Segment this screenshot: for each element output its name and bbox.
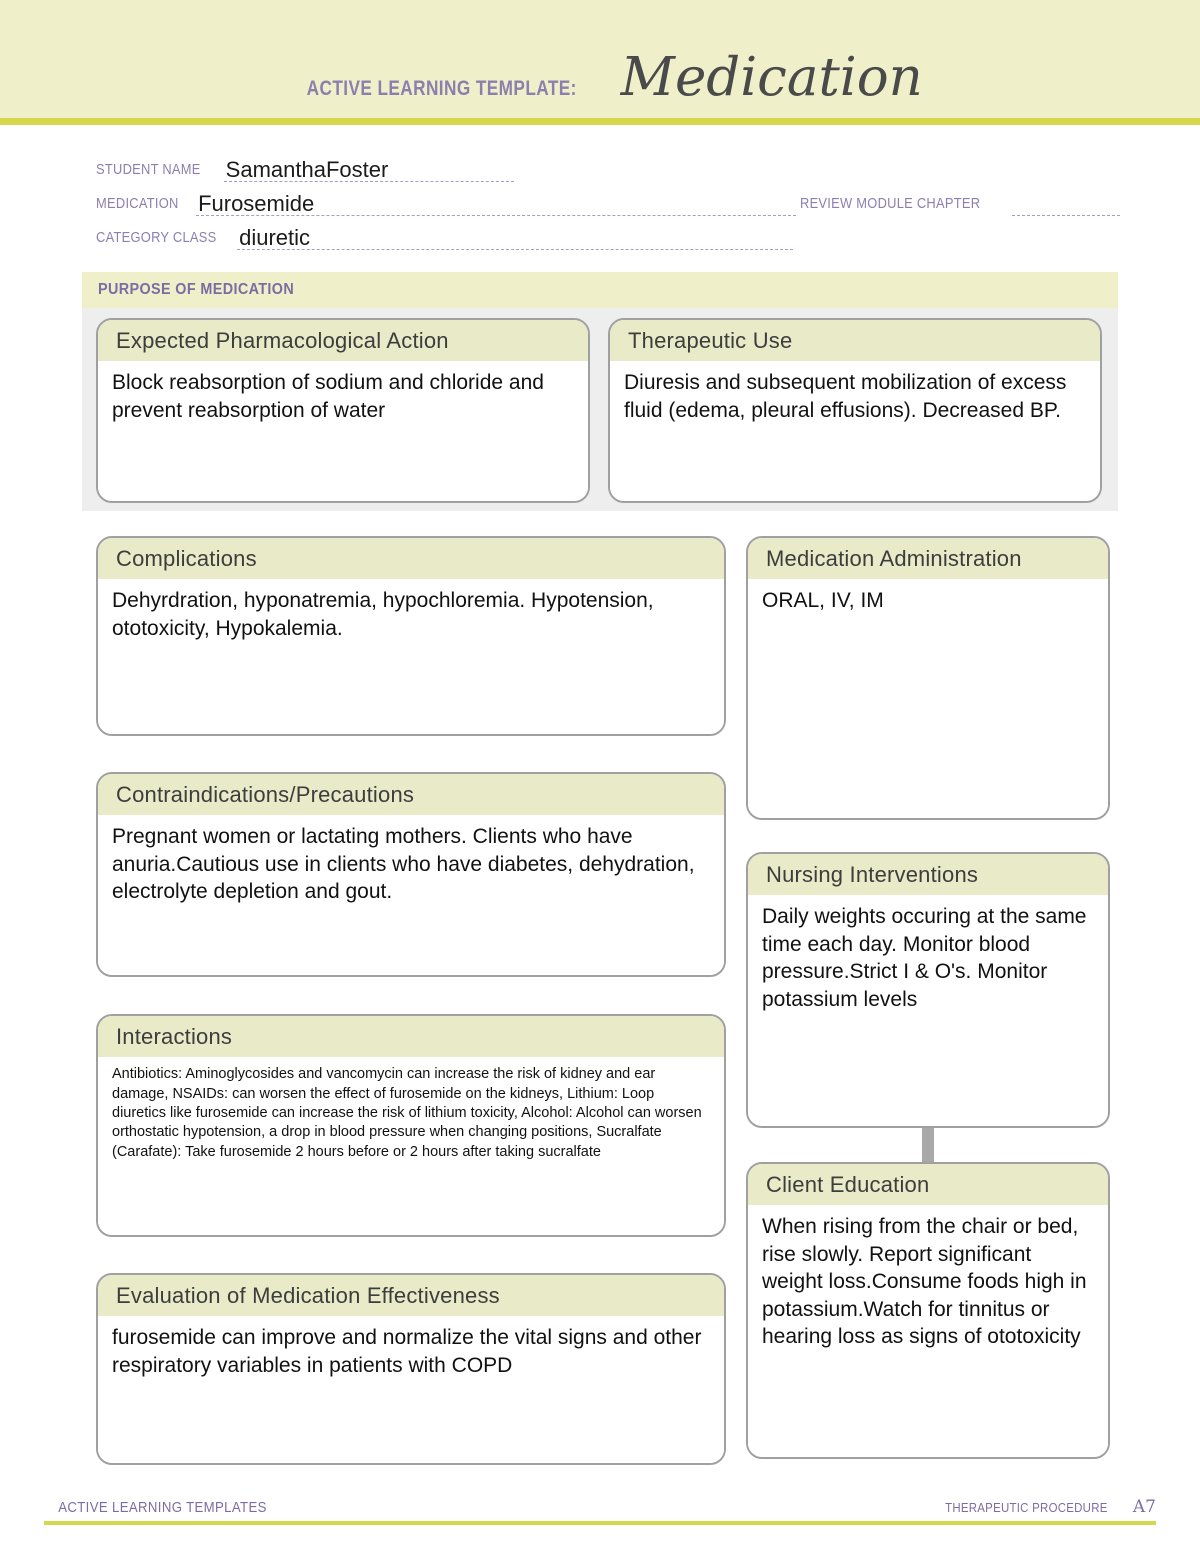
header-title-group [0,47,1200,108]
card-title: Client Education [766,1172,930,1197]
card-complications [96,536,726,736]
student-name-field[interactable] [224,156,514,182]
card-body-text: When rising from the chair or bed, rise slowly. Report significant weight loss.Consume foods high in potassium.Watch for tinnitus or hearing loss as signs of ototoxicity [762,1215,1087,1349]
card-body[interactable] [748,895,1108,1126]
student-name-value: SamanthaFoster [225,156,389,182]
card-expected-pharmacological-action [96,318,590,503]
purpose-section-strip [82,272,1118,308]
card-title: Nursing Interventions [766,862,979,887]
purpose-section-label: PURPOSE OF MEDICATION [98,281,295,298]
page-header-band [0,0,1200,118]
left-column [96,536,726,1465]
card-connector-bar [922,1128,934,1162]
card-evaluation-of-medication-effectiveness [96,1273,726,1465]
card-body[interactable] [98,579,724,734]
purpose-of-medication-panel [82,272,1118,511]
card-body[interactable] [98,1057,724,1235]
card-title: Complications [116,546,257,571]
card-body[interactable] [98,1316,724,1463]
page-footer [44,1497,1156,1525]
card-body-text: Antibiotics: Aminoglycosides and vancomycin can increase the risk of kidney and ear damage, NSAIDs: can worsen the effect of furosemide on the kidneys, Lithium: Loop diuretics like furosemide can increase the risk of lithium toxicity, Alcohol: Alcohol can worsen orthostatic hypotension, a drop in blood pressure when changing positions, Sucralfate (Carafate): Take furosemide 2 hours before or 2 hours after taking sucralfate [112,1066,702,1160]
review-module-group [800,190,1120,216]
card-body-text: Diuresis and subsequent mobilization of excess fluid (edema, pleural effusions). Decreased BP. [624,371,1067,422]
card-body-text: furosemide can improve and normalize the vital signs and other respiratory variables in patients with COPD [112,1326,702,1377]
card-medication-administration [746,536,1110,820]
card-header [748,1164,1108,1205]
right-column-gap [746,820,1110,852]
medication-label: MEDICATION [96,195,179,212]
category-class-value: diuretic [239,224,311,250]
card-header [98,774,724,815]
card-body-text: Block reabsorption of sodium and chloride and prevent reabsorption of water [112,371,544,422]
review-module-chapter-field[interactable] [1012,190,1120,216]
right-column [746,536,1110,1459]
form-row-category-class [96,216,1110,250]
card-title: Interactions [116,1024,233,1049]
card-header [610,320,1100,361]
purpose-cards-row [82,308,1118,503]
footer-page-number: A7 [1132,1497,1156,1517]
card-header [98,1275,724,1316]
page-title: Medication [620,47,923,108]
card-title: Therapeutic Use [628,328,793,353]
card-nursing-interventions [746,852,1110,1128]
card-title: Medication Administration [766,546,1022,571]
footer-accent-rule [44,1521,1156,1525]
card-body[interactable] [98,361,588,501]
card-header [748,854,1108,895]
review-module-chapter-label: REVIEW MODULE CHAPTER [800,195,981,212]
card-body[interactable] [748,1205,1108,1457]
card-title: Evaluation of Medication Effectiveness [116,1283,500,1308]
card-interactions [96,1014,726,1237]
card-body-text: ORAL, IV, IM [762,589,884,613]
card-header [748,538,1108,579]
card-body-text: Pregnant women or lactating mothers. Clients who have anuria.Cautious use in clients who have diabetes, dehydration, electrolyte depletion and gout. [112,825,695,904]
card-therapeutic-use [608,318,1102,503]
category-class-label: CATEGORY CLASS [96,229,217,246]
card-header [98,1016,724,1057]
card-contraindications-precautions [96,772,726,977]
header-eyebrow-label: ACTIVE LEARNING TEMPLATE: [306,77,578,100]
footer-procedure-label: THERAPEUTIC PROCEDURE [945,1500,1108,1515]
card-title: Contraindications/Precautions [116,782,415,807]
form-row-student-name [96,148,1110,182]
card-header [98,538,724,579]
footer-brand-label: ACTIVE LEARNING TEMPLATES [58,1499,267,1516]
card-body[interactable] [748,579,1108,818]
card-header [98,320,588,361]
card-body[interactable] [610,361,1100,501]
footer-row [44,1497,1156,1521]
card-body-text: Dehyrdration, hyponatremia, hypochloremia. Hypotension, ototoxicity, Hypokalemia. [112,589,654,640]
medication-field[interactable] [196,190,796,216]
footer-right-group [934,1497,1156,1517]
form-row-medication [96,182,1110,216]
card-body-text: Daily weights occuring at the same time each day. Monitor blood pressure.Strict I & O's. Monitor potassium levels [762,905,1087,1011]
student-info-form [96,148,1110,250]
medication-value: Furosemide [198,190,315,216]
header-accent-rule [0,118,1200,125]
card-body[interactable] [98,815,724,975]
category-class-field[interactable] [237,224,793,250]
student-name-label: STUDENT NAME [96,161,201,178]
card-title: Expected Pharmacological Action [116,328,449,353]
card-client-education [746,1162,1110,1459]
